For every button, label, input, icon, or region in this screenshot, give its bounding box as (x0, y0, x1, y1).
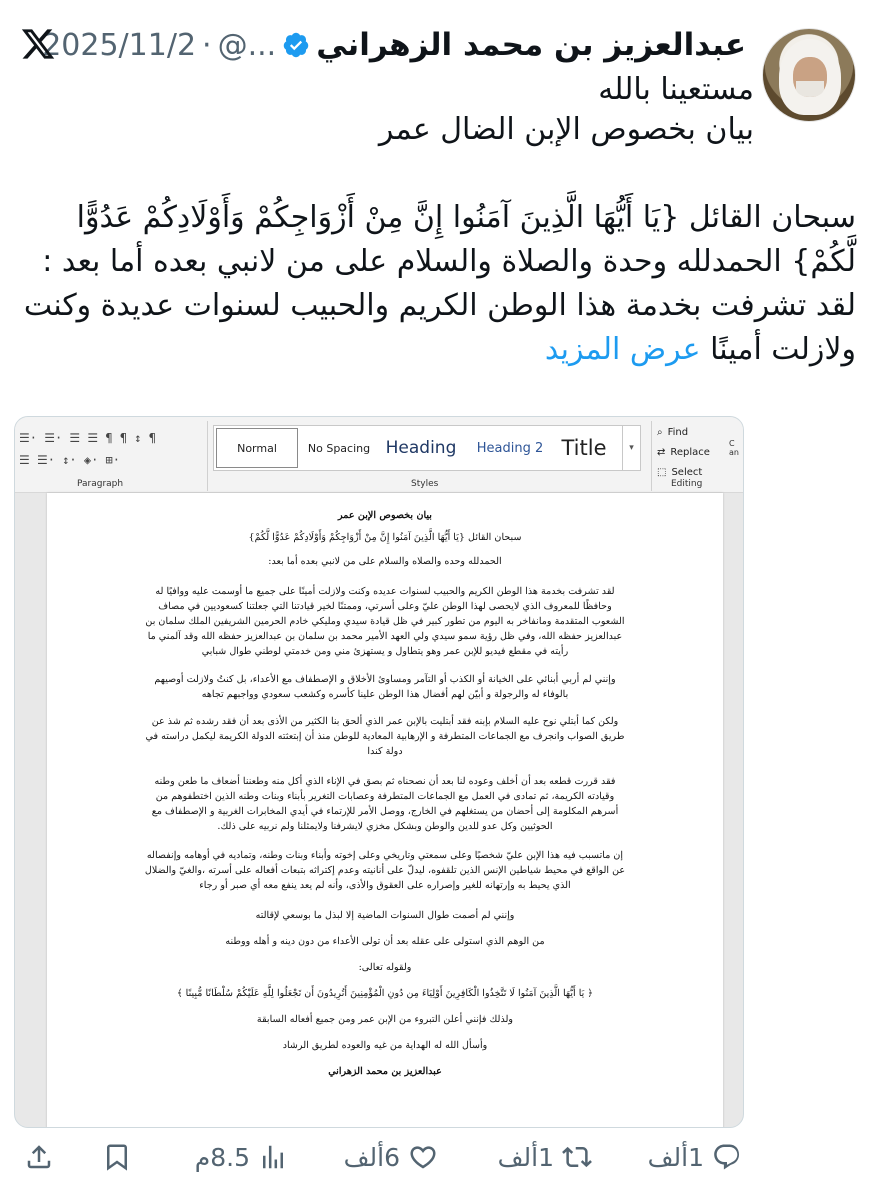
share-icon (24, 1142, 54, 1172)
paragraph-group-label: Paragraph (77, 479, 124, 489)
views-icon (258, 1142, 288, 1172)
retweet-button[interactable] (498, 1142, 592, 1172)
author-handle[interactable]: @... (217, 27, 277, 63)
show-more-link[interactable]: عرض المزيد (544, 332, 701, 367)
doc-paragraph-line: وأسأل الله له الهداية من غيه والعوده لطريق الرشاد (282, 1040, 488, 1051)
bookmark-icon (102, 1142, 132, 1172)
styles-gallery[interactable] (213, 425, 641, 471)
style-title[interactable]: Title (561, 436, 607, 460)
doc-paragraph-line: وحافظًا للمعروف الذي لايحصى لهذا الوطن عليّ وعلى أسرتي، وممتنًا لخير قيادتنا التي جعلتنا كسعوديين في مصاف (158, 601, 612, 612)
author-name[interactable]: عبدالعزيز بن محمد الزهراني (316, 27, 746, 63)
doc-paragraph-line: ولكن كما أبتلي نوح عليه السلام بإبنه فقد أبتليت بالإبن عمر الذي ألحق بنا الكثير من الأذى بعد أن فقد رشده ثم شذ عن (151, 716, 619, 727)
tweet-intro (14, 70, 754, 150)
doc-paragraph-line: رأيته في مقطع فيديو للإبن عمر وهو يتطاول و يستهزئ مني ومن خدمتي لوطني طوال شبابي (201, 646, 569, 657)
doc-signature: عبدالعزيز بن محمد الزهراني (328, 1066, 442, 1077)
retweet-count: 1ألف (497, 1142, 554, 1172)
like-count: 6ألف (343, 1142, 400, 1172)
doc-paragraph-line: فقد قررت قطعه بعد أن أخلف وعوده لنا بعد أن نصحناه ثم بصق في الإناء الذي أكل منه وطعننا أضعاف ما طعن وطنه (154, 776, 616, 787)
styles-more-chevron-icon[interactable]: ▾ (622, 426, 640, 470)
tweet-header (42, 22, 746, 68)
editing-group-label: Editing (671, 479, 703, 489)
tweet-line-2: بيان بخصوص الإبن الضال عمر (378, 112, 754, 147)
tweet-date[interactable]: 2025/11/2 (42, 27, 197, 63)
views-button[interactable] (195, 1142, 288, 1172)
doc-paragraph-line: وإنني لم أصمت طوال السنوات الماضية إلا لبذل ما بوسعي لإقالته (255, 910, 515, 921)
doc-paragraph-line: بالوفاء له والرجولة و أبيّن لهم أفضال هذا الوطن علينا كأسره وكشعب سعودي وواجبهم تجاهه (201, 689, 569, 700)
like-icon (408, 1142, 438, 1172)
replace-icon: ⇄ (657, 447, 666, 458)
doc-paragraph-line: الحوثيين وكل عدو للدين والوطن وبشكل مخزي لايشرفنا ولايمثلنا ولم نربيه على ذلك. (217, 821, 553, 832)
document-page (47, 493, 723, 1128)
doc-paragraph-line: الشعوب المتقدمة ومانفاخر به اليوم من تطور كبير في ظل قيادة سيدي ومليكي خادم الحرمين الشريفين الملك سلمان بن (145, 616, 625, 627)
view-count: 8.5م (194, 1142, 250, 1172)
tweet-line-1: مستعينا بالله (598, 72, 754, 107)
doc-quran-verse: ﴿ يَا أَيُّهَا الَّذِينَ آمَنُوا لَا تَتَّخِذُوا الْكَافِرِينَ أَوْلِيَاءَ مِن دُونِ الْمُؤْمِنِينَ أَتُرِيدُونَ أَن تَجْعَلُوا لِلَّهِ عَلَيْكُمْ سُلْطَانًا مُّبِينًا ﴾ (177, 988, 593, 999)
style-heading[interactable]: Heading (385, 438, 457, 458)
ribbon-separator (207, 421, 208, 491)
select-icon: ⬚ (657, 467, 667, 478)
doc-paragraph-line: عبدالعزيز حفظه الله، وفي ظل رؤية سمو سيدي ولي العهد الأمير محمد بن سلمان بن عبدالعزيز حفظه الله وقد آلمني ما (147, 631, 623, 642)
doc-paragraph-line: ولقوله تعالى: (358, 962, 412, 973)
style-no-spacing[interactable]: No Spacing (307, 441, 371, 455)
style-heading-2[interactable]: Heading 2 (476, 440, 544, 456)
reply-icon (712, 1142, 742, 1172)
doc-paragraph-line: من الوهم الذي استولى على عقله بعد أن تولى الأعداء من دون دينه و أهله ووطنه (225, 936, 545, 947)
ribbon-cutoff-text: C an (729, 439, 739, 457)
doc-paragraph-line: وقيادته الكريمة، ثم تمادى في العمل مع الجماعات المتطرفة وعصابات التغرير بأبناء وبنات وطنه الذين اختطفوهم من (155, 791, 615, 802)
editing-group (657, 423, 710, 483)
ribbon-separator (651, 421, 652, 491)
reply-count: 1ألف (647, 1142, 704, 1172)
doc-paragraph-line: لقد تشرفت بخدمة هذا الوطن الكريم والحبيب لسنوات عديده وكنت ولازلت أمينًا على جميع ما أوسمت عليه ووافيًا له (155, 586, 615, 597)
doc-paragraph-line: أسرهم المكلومة إلى أحضان من يستغلهم في الخارج، ووصل الأمر للإرتماء في أيدي المخابرات الغربية و الإصطفاف مع (151, 806, 619, 817)
tweet-body-text: سبحان القائل {يَا أَيُّهَا الَّذِينَ آمَنُوا إِنَّ مِنْ أَزْوَاجِكُمْ وَأَوْلَادِكُمْ عَدُوًّا لَّكُمْ} الحمدلله وحدة والصلاة والسلام على من لانبي بعده أما بعد : لقد تشرفت بخدمة هذا الوطن الكريم والحبيب لسنوات عديدة وكنت ولازلت أمينًا (23, 200, 856, 367)
doc-paragraph-line: ولذلك فإنني أعلن التبروء من الإبن عمر ومن جميع أفعاله السابقة (256, 1014, 514, 1025)
retweet-icon (562, 1142, 592, 1172)
styles-group-label: Styles (411, 479, 439, 489)
style-normal[interactable]: Normal (216, 428, 298, 468)
find-button[interactable]: ⌕ Find (657, 423, 710, 443)
doc-title: بيان بخصوص الإبن عمر (338, 510, 432, 521)
doc-paragraph-line: الذي يحيط به وإرتهانه للغير وإصراره على العقوق والأذى، وأنه لم يعد ينفع معه أي صبر أو رجاء (199, 880, 571, 891)
select-button[interactable]: ⬚ Select (657, 463, 710, 483)
verified-badge-icon (282, 31, 310, 59)
avatar-beard (796, 81, 824, 97)
doc-paragraph-line: وإنني لم أربي أبنائي على الخيانة أو الكذب أو التآمر ومساوئ الأخلاق و الإصطفاف مع الأعداء، بل كنتُ ولازلت أوصيهم (154, 674, 616, 685)
attached-image[interactable] (14, 416, 744, 1128)
share-button[interactable] (24, 1142, 54, 1172)
doc-paragraph-line: دولة كندا (367, 746, 403, 757)
handle-and-date (42, 28, 276, 63)
replace-button[interactable]: ⇄ Replace (657, 443, 710, 463)
x-logo-icon[interactable] (20, 26, 56, 62)
doc-verse: سبحان القائل {يَا أَيُّهَا الَّذِينَ آمَنُوا إِنَّ مِنْ أَزْوَاجِكُمْ وَأَوْلَادِكُمْ عَدُوًّا لَّكُمْ} (248, 532, 522, 543)
doc-paragraph-line: عن الواقع في محيط شياطين الإنس الذين تلقفوه، ليدلّ على أنانيته وعدم إكتراثه بتبعات أفعاله على أسرته ،والغيّ والضلال (144, 865, 626, 876)
tweet-body (14, 196, 856, 372)
bookmark-button[interactable] (102, 1142, 132, 1172)
doc-praise: الحمدلله وحده والصلاه والسلام على من لانبي بعده أما بعد: (268, 556, 502, 567)
tweet-actions (0, 1130, 874, 1194)
author-avatar[interactable] (762, 28, 856, 122)
doc-paragraph-line: إن ماتسبب فيه هذا الإبن عليّ شخصيًا وعلى سمعتي وتاريخي وعلى إخوته وأبناء وبنات وطنه، وتماديه في أوهامه وإنفصاله (146, 850, 624, 861)
word-ribbon (15, 417, 744, 493)
meta-separator: · (202, 27, 212, 63)
reply-button[interactable] (648, 1142, 742, 1172)
find-icon: ⌕ (657, 427, 663, 438)
doc-paragraph-line: طريق الصواب وانجرف مع الجماعات المتطرفة و الإرهابية المعادية للوطن منذ أن إبتعثته الدولة الكريمة ليكمل دراسته في (145, 731, 625, 742)
like-button[interactable] (344, 1142, 438, 1172)
paragraph-tool-icons: ☰· ☰· ☰ ☰ ¶ ¶ ↕ ¶ ☰ ☰· ↕· ◈· ⊞· (19, 431, 156, 467)
